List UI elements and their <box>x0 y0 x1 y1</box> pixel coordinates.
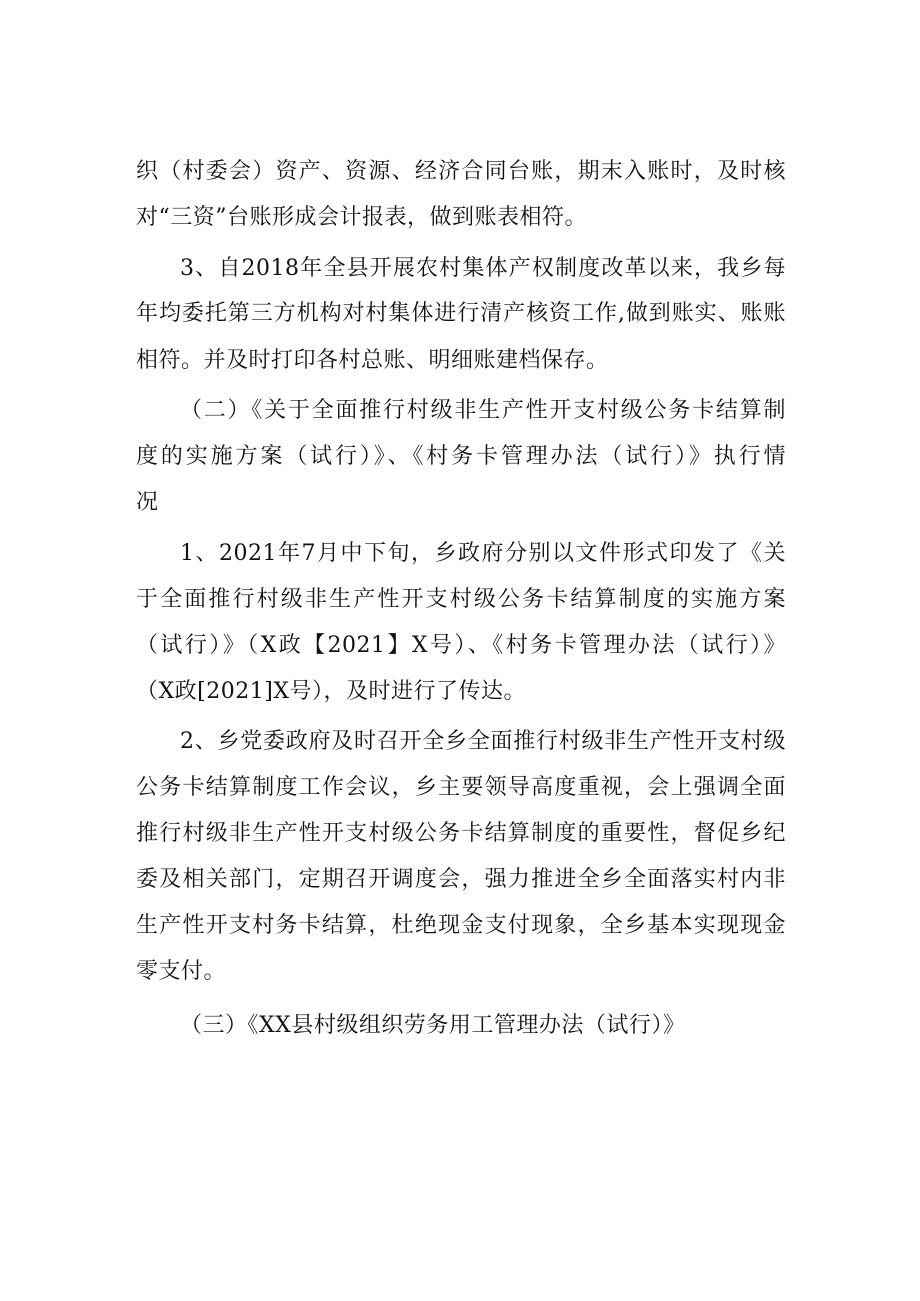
section-2-heading-line: （二）《关于全面推行村级非生产性开支村级公务卡结算制 <box>180 398 786 423</box>
paragraph-2-line: 2、乡党委政府及时召开全乡全面推行村级非生产性开支村级 <box>180 729 786 754</box>
paragraph-1-line: 于全面推行村级非生产性开支村级公务卡结算制度的实施方案 <box>136 587 786 612</box>
section-2-heading-line: 度的实施方案（试行）》、《村务卡管理办法（试行）》执行情 <box>136 444 786 469</box>
paragraph-2-line: 公务卡结算制度工作会议，乡主要领导高度重视，会上强调全面 <box>136 775 786 800</box>
paragraph-2-line: 推行村级非生产性开支村级公务卡结算制度的重要性，督促乡纪 <box>136 821 786 846</box>
section-3-heading: （三）《XX县村级组织劳务用工管理办法（试行）》 <box>180 1013 686 1038</box>
paragraph-1-line: （X政[2021]X号），及时进行了传达。 <box>136 679 526 704</box>
section-2-heading-line: 况 <box>136 490 159 515</box>
paragraph-3-line: 3、自2018年全县开展农村集体产权制度改革以来，我乡每 <box>180 256 786 281</box>
body-text-line: 织（村委会）资产、资源、经济合同台账，期末入账时，及时核 <box>136 159 786 184</box>
paragraph-1-line: （试行）》（X政【2021】X号）、《村务卡管理办法（试行）》 <box>136 633 786 658</box>
paragraph-2-line: 委及相关部门，定期召开调度会，强力推进全乡全面落实村内非 <box>136 867 786 892</box>
body-text-line: 对“三资”台账形成会计报表，做到账表相符。 <box>136 205 587 230</box>
paragraph-3-line: 年均委托第三方机构对村集体进行清产核资工作,做到账实、账账 <box>136 301 786 326</box>
paragraph-3-line: 相符。并及时打印各村总账、明细账建档保存。 <box>136 348 609 373</box>
paragraph-2-line: 零支付。 <box>136 959 227 984</box>
paragraph-1-line: 1、2021年7月中下旬，乡政府分别以文件形式印发了《关 <box>180 541 786 566</box>
paragraph-2-line: 生产性开支村务卡结算，杜绝现金支付现象，全乡基本实现现金 <box>136 913 786 938</box>
